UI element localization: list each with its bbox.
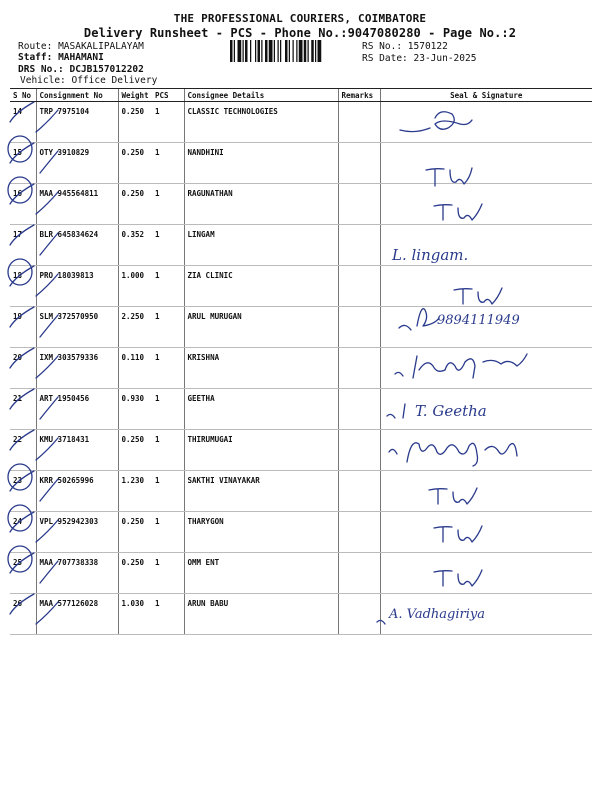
cell-consignee: ARUL MURUGAN [184,307,338,348]
table-row [10,471,592,512]
cell-weight: 0.250 [118,143,152,184]
cell-consignment: TRP 7975104 [36,102,118,143]
cell-consignee: THARYGON [184,512,338,553]
signature-text-row-21: T. Geetha [415,402,487,420]
cell-sno: 20 [10,348,36,389]
cell-consignee: RAGUNATHAN [184,184,338,225]
col-header-signature: Seal & Signature [380,89,592,102]
cell-consignee: KRISHNA [184,348,338,389]
cell-consignment: BLR 645834624 [36,225,118,266]
signature-row-16 [430,196,510,226]
rs-date-line [362,53,476,64]
route-value: MASAKALIPALAYAM [58,41,144,52]
cell-consignment: MAA 945564811 [36,184,118,225]
table-row [10,102,592,143]
cell-consignment: KRR 50265996 [36,471,118,512]
cell-remarks [338,225,380,266]
cell-sno: 17 [10,225,36,266]
vehicle-label: Vehicle: [20,75,66,86]
vehicle-value: Office Delivery [71,75,158,86]
table-row [10,553,592,594]
route-label: Route: [18,41,53,52]
cell-consignee: SAKTHI VINAYAKAR [184,471,338,512]
cell-sno: 26 [10,594,36,635]
cell-sno: 15 [10,143,36,184]
signature-row-14 [380,100,500,140]
cell-sno: 18 [10,266,36,307]
signature-text-row-26: A. Vadhagiriya [389,607,485,622]
cell-pcs: 1 [152,225,184,266]
cell-consignee: CLASSIC TECHNOLOGIES [184,102,338,143]
drs-line [18,64,144,75]
staff-value: MAHAMANI [58,52,104,63]
drs-value: DCJB157012202 [69,64,144,75]
cell-weight: 0.250 [118,102,152,143]
cell-weight: 2.250 [118,307,152,348]
cell-remarks [338,266,380,307]
cell-pcs: 1 [152,307,184,348]
cell-consignment: KMU 3718431 [36,430,118,471]
company-title: THE PROFESSIONAL COURIERS, COIMBATORE [173,12,427,25]
cell-consignment: OTY 3910829 [36,143,118,184]
cell-sno: 23 [10,471,36,512]
cell-consignee: LINGAM [184,225,338,266]
cell-consignment: PRO 18039813 [36,266,118,307]
vehicle-line [20,75,157,86]
col-header-consignee: Consignee Details [184,89,338,102]
cell-consignee: THIRUMUGAI [184,430,338,471]
table-row [10,512,592,553]
cell-weight: 0.110 [118,348,152,389]
cell-remarks [338,389,380,430]
cell-weight: 0.930 [118,389,152,430]
cell-remarks [338,307,380,348]
signature-row-19 [395,300,565,336]
signature-row-17 [392,240,532,270]
runsheet-title: Delivery Runsheet - PCS - Phone No.:9047080280 - Page No.:2 [83,26,517,40]
rs-no-label: RS No.: [362,41,403,52]
cell-sno: 19 [10,307,36,348]
cell-consignee: NANDHINI [184,143,338,184]
cell-sno: 25 [10,553,36,594]
cell-weight: 0.250 [118,512,152,553]
cell-weight: 0.250 [118,430,152,471]
col-header-weight: Weight [118,89,152,102]
cell-consignment: ART 1950456 [36,389,118,430]
signature-row-21 [385,392,535,426]
staff-label: Staff: [18,52,53,63]
cell-weight: 1.030 [118,594,152,635]
cell-remarks [338,348,380,389]
rs-no-value: 1570122 [407,41,448,52]
signature-row-20 [393,344,543,384]
cell-sno: 22 [10,430,36,471]
cell-pcs: 1 [152,471,184,512]
cell-remarks [338,512,380,553]
rs-date-label: RS Date: [362,53,408,64]
cell-remarks [338,143,380,184]
cell-pcs: 1 [152,430,184,471]
drs-label: DRS No.: [18,64,64,75]
col-header-remarks: Remarks [338,89,380,102]
signature-row-25 [430,562,500,592]
table-header-row [10,89,592,102]
col-header-sno: S No [10,89,36,102]
cell-sno: 24 [10,512,36,553]
cell-consignee: OMM ENT [184,553,338,594]
cell-weight: 0.352 [118,225,152,266]
cell-remarks [338,594,380,635]
cell-consignee: ARUN BABU [184,594,338,635]
cell-consignee: ZIA CLINIC [184,266,338,307]
cell-consignment: IXM 303579336 [36,348,118,389]
signature-row-22 [385,428,545,468]
cell-remarks [338,184,380,225]
cell-consignment: MAA 707738338 [36,553,118,594]
cell-consignment: MAA 577126028 [36,594,118,635]
cell-weight: 0.250 [118,184,152,225]
cell-remarks [338,471,380,512]
cell-sno: 21 [10,389,36,430]
cell-consignment: SLM 372570950 [36,307,118,348]
cell-weight: 1.000 [118,266,152,307]
rs-no-line [362,41,448,52]
cell-pcs: 1 [152,594,184,635]
signature-row-26 [375,596,550,630]
barcode [230,40,358,62]
rs-date-value: 23-Jun-2025 [413,53,477,64]
cell-weight: 1.230 [118,471,152,512]
col-header-consignment: Consignment No [36,89,118,102]
table-row [10,143,592,184]
col-header-pcs: PCS [152,89,184,102]
cell-remarks [338,102,380,143]
cell-sno: 14 [10,102,36,143]
cell-pcs: 1 [152,348,184,389]
cell-pcs: 1 [152,184,184,225]
cell-pcs: 1 [152,143,184,184]
cell-pcs: 1 [152,102,184,143]
cell-pcs: 1 [152,553,184,594]
cell-pcs: 1 [152,512,184,553]
cell-pcs: 1 [152,389,184,430]
cell-pcs: 1 [152,266,184,307]
cell-remarks [338,430,380,471]
signature-row-15 [420,158,500,192]
signature-row-23 [425,480,495,510]
route-line [18,41,144,52]
cell-remarks [338,553,380,594]
staff-line [18,52,104,63]
signature-text-row-19: 9894111949 [437,313,520,328]
cell-consignee: GEETHA [184,389,338,430]
signature-row-24 [430,518,500,548]
cell-sno: 16 [10,184,36,225]
cell-consignment: VPL 952942303 [36,512,118,553]
signature-text-row-17: L. lingam. [392,246,469,264]
cell-weight: 0.250 [118,553,152,594]
